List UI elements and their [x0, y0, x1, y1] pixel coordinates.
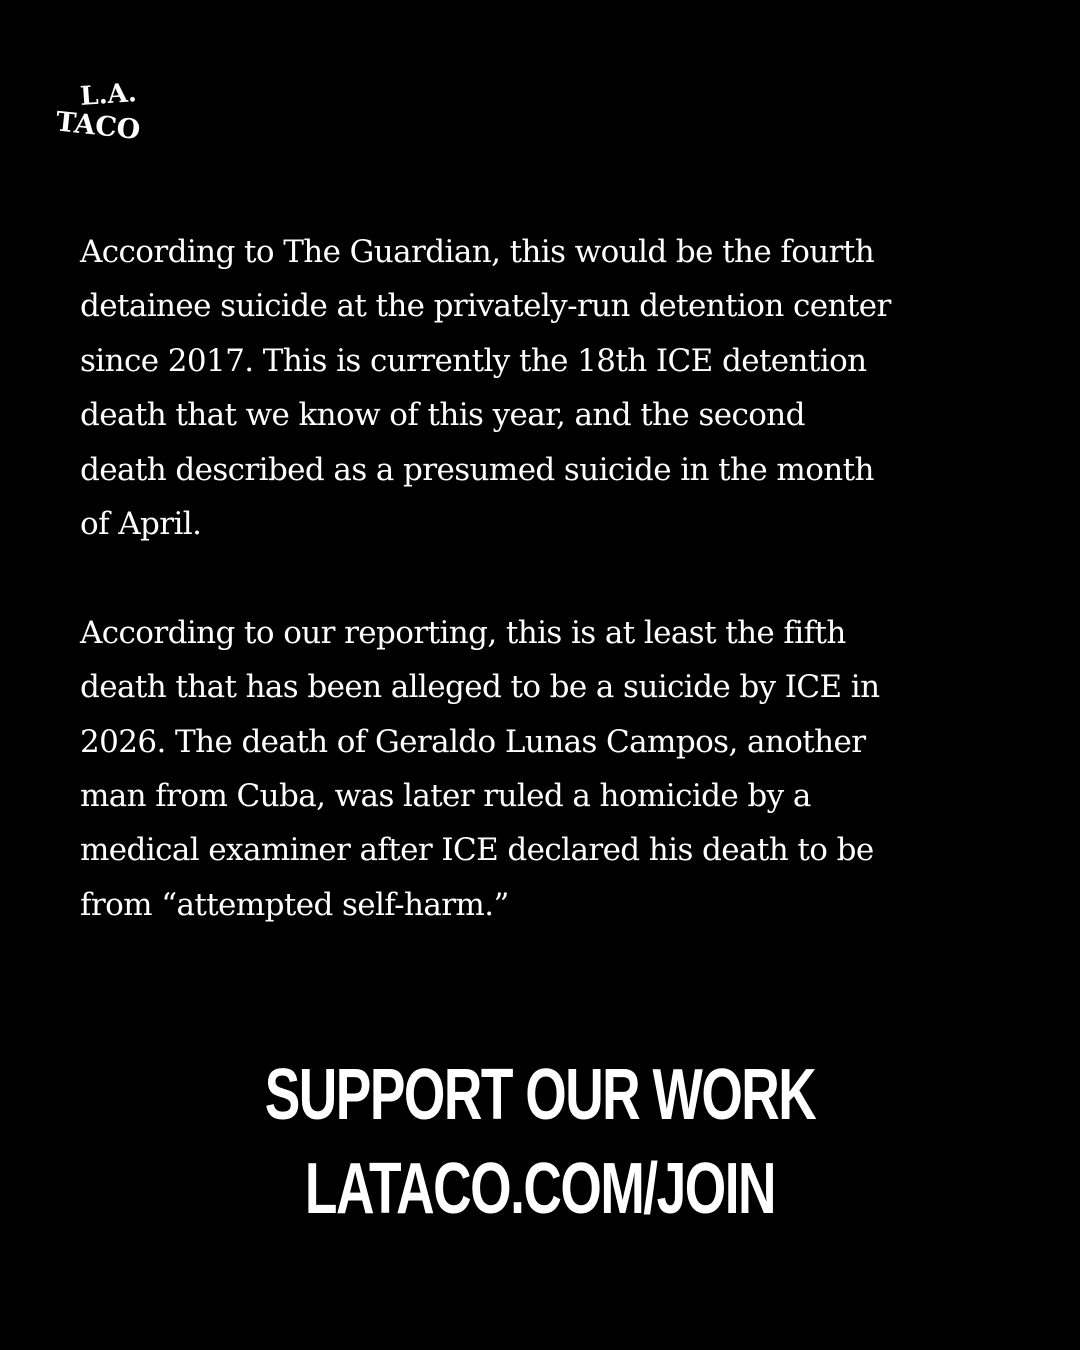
cta-support-line: SUPPORT OUR WORK: [264, 1055, 816, 1135]
cta-url-line: LATACO.COM/JOIN: [304, 1149, 776, 1229]
call-to-action: [0, 1048, 1080, 1236]
paragraph-reporting: According to our reporting, this is at least the fifth death that has been alleged to be a suicide by ICE in 2026. The death of Geraldo Lunas Campos, another man from Cuba, was later ruled a homicide by a medical examiner after ICE declared his death to be from “attempted self-harm.”: [80, 614, 880, 923]
article-body: [80, 225, 1020, 932]
la-taco-logo: [54, 74, 166, 146]
paragraph-guardian: According to The Guardian, this would be the fourth detainee suicide at the privately-run detention center since 2017. This is currently the 18th ICE detention death that we know of this year, and the second death described as a presumed suicide in the month of April.: [80, 234, 891, 543]
svg-text:L.A.: L.A.: [79, 78, 138, 112]
la-taco-logo-icon: [54, 74, 166, 146]
svg-text:TACO: TACO: [54, 106, 142, 146]
